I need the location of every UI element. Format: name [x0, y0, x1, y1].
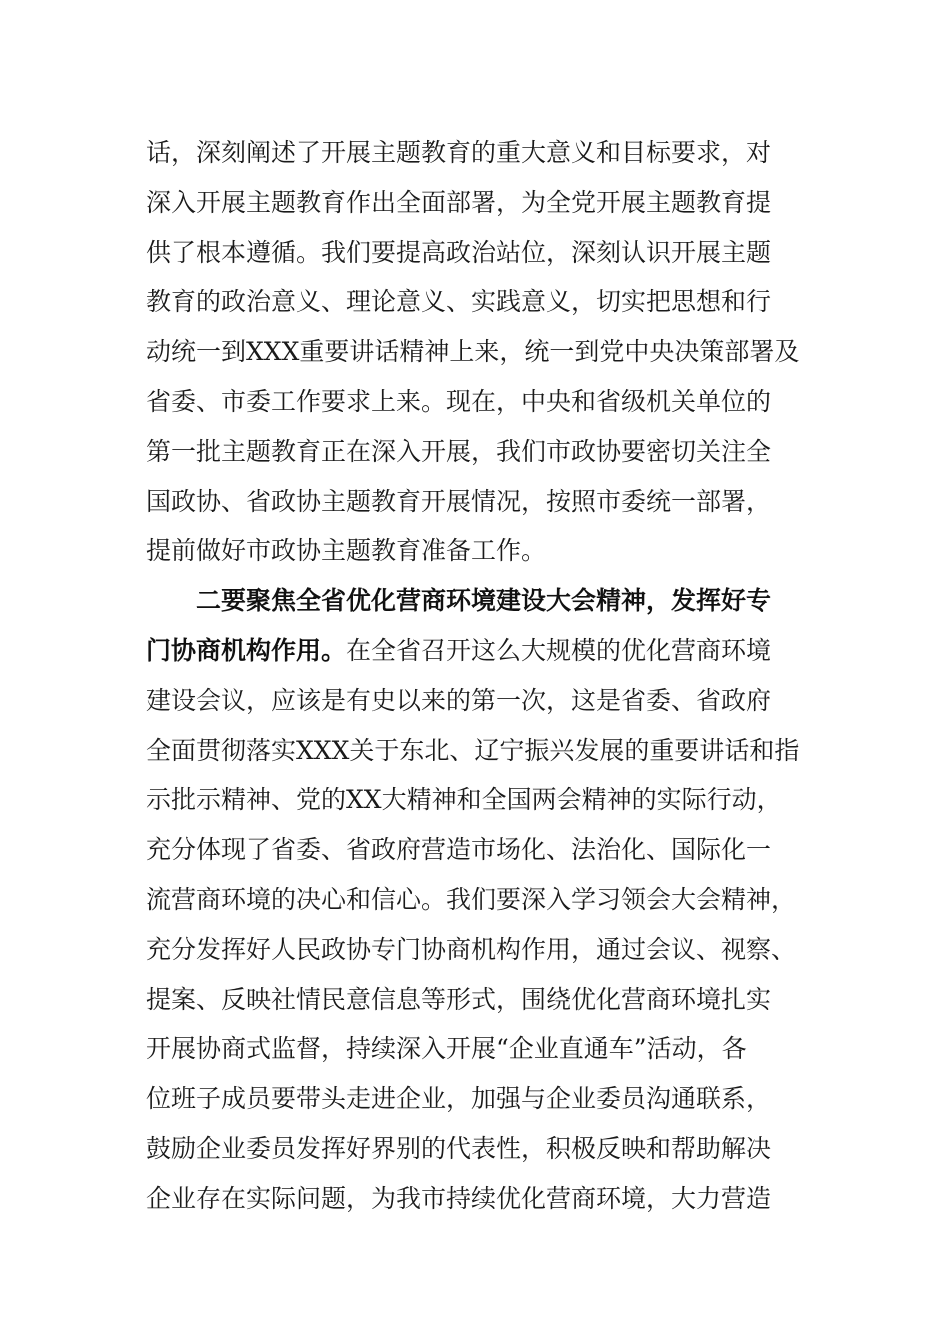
text-line: 话，深刻阐述了开展主题教育的重大意义和目标要求，对: [146, 138, 772, 167]
text-line: [146, 626, 806, 676]
text-line: 供了根本遵循。我们要提高政治站位，深刻认识开展主题: [146, 237, 772, 267]
text-line: 企业存在实际问题，为我市持续优化营商环境，大力营造: [146, 1183, 772, 1213]
text-line: 第一批主题教育正在深入开展，我们市政协要密切关注全: [146, 436, 772, 466]
text-line: 国政协、省政协主题教育开展情况，按照市委统一部署，: [146, 486, 772, 516]
section-heading: 二要聚焦全省优化营商环境建设大会精神，发挥好专: [196, 586, 772, 616]
text-line: 全面贯彻落实XXX关于东北、辽宁振兴发展的重要讲话和指: [146, 735, 800, 765]
text-line: 位班子成员要带头走进企业，加强与企业委员沟通联系，: [146, 1084, 772, 1114]
body-text: [146, 128, 806, 1224]
text-line: 提前做好市政协主题教育准备工作。: [146, 536, 547, 566]
text-line: 省委、市委工作要求上来。现在，中央和省级机关单位的: [146, 386, 772, 416]
text-line-rest: 在全省召开这么大规模的优化营商环境: [346, 635, 772, 665]
text-line: 提案、反映社情民意信息等形式，围绕优化营商环境扎实: [146, 984, 772, 1014]
section-heading-end: 门协商机构作用。: [146, 635, 347, 665]
text-line: 深入开展主题教育作出全面部署，为全党开展主题教育提: [146, 187, 772, 217]
text-line: 流营商环境的决心和信心。我们要深入学习领会大会精神，: [146, 884, 797, 914]
text-line: 开展协商式监督，持续深入开展“企业直通车”活动，各: [146, 1034, 747, 1064]
text-line: 充分体现了省委、省政府营造市场化、法治化、国际化一: [146, 835, 772, 865]
text-line: 鼓励企业委员发挥好界别的代表性，积极反映和帮助解决: [146, 1133, 772, 1163]
text-line: 示批示精神、党的XX大精神和全国两会精神的实际行动，: [146, 785, 782, 815]
text-line: 动统一到XXX重要讲话精神上来，统一到党中央决策部署及: [146, 337, 800, 367]
text-line: 充分发挥好人民政协专门协商机构作用，通过会议、视察、: [146, 934, 797, 964]
text-line: 教育的政治意义、理论意义、实践意义，切实把思想和行: [146, 287, 772, 317]
text-line: 建设会议，应该是有史以来的第一次，这是省委、省政府: [146, 685, 772, 715]
